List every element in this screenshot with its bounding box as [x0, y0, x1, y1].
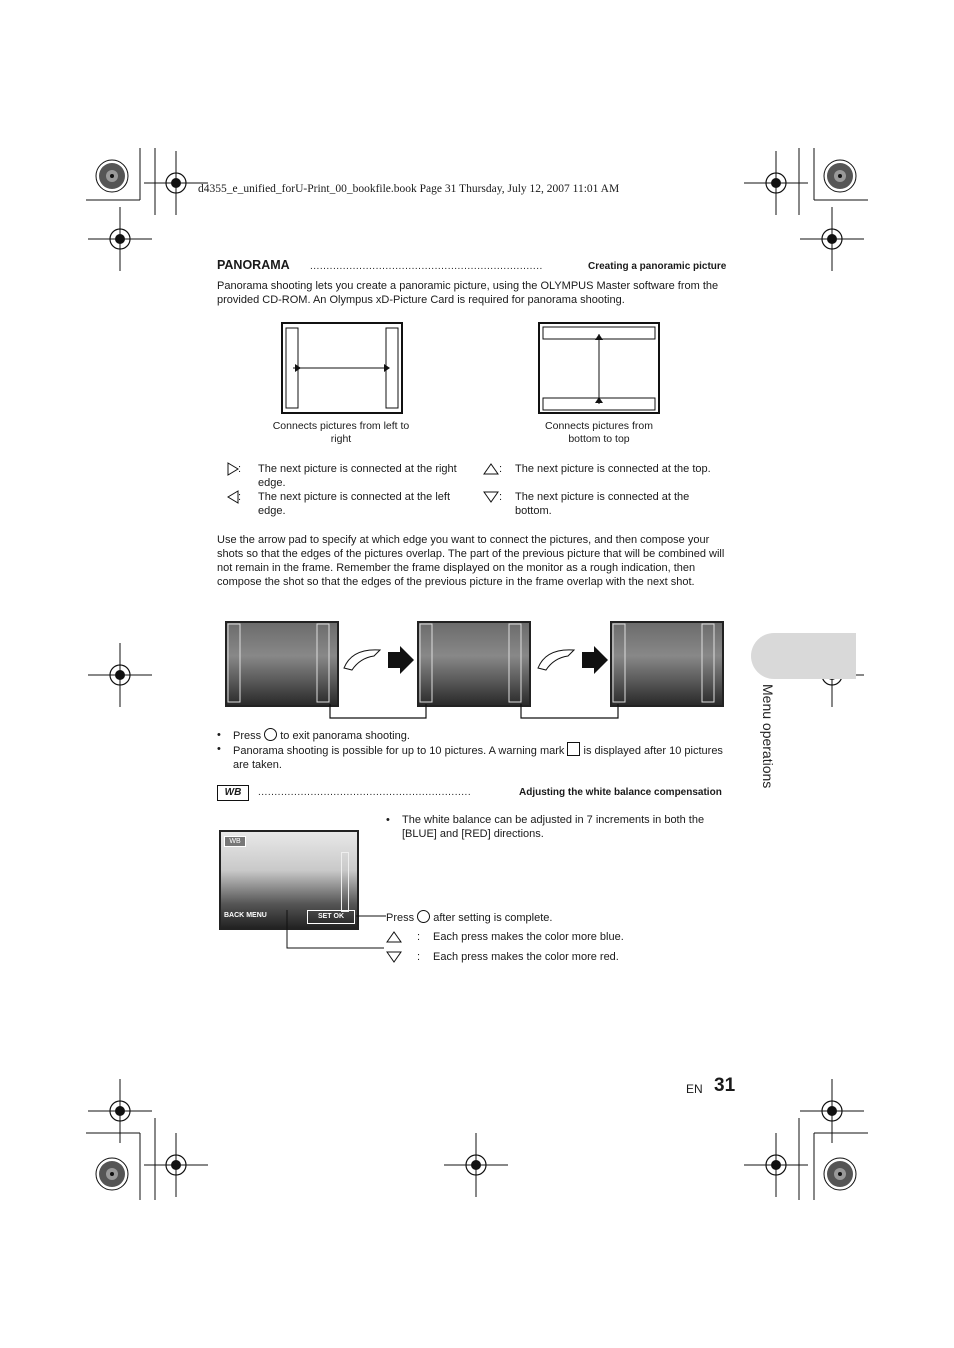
- ok-button-icon: [264, 728, 277, 741]
- left-direction-text: The next picture is connected at the left edge.: [258, 491, 451, 517]
- panorama-sequence-overlay: [220, 616, 760, 726]
- wb-leader-dots: .................................................................: [258, 787, 472, 798]
- panorama-leader-dots: .......................................................................: [310, 261, 543, 272]
- right-direction-text: The next picture is connected at the right edge.: [258, 463, 457, 489]
- print-file-header: d4355_e_unified_forU-Print_00_bookfile.book Page 31 Thursday, July 12, 2007 11:01 AM: [198, 183, 620, 195]
- wb-screen-badge: WB: [224, 836, 246, 847]
- section-tab: [751, 633, 856, 679]
- down-arrow-icon: [483, 490, 499, 504]
- wb-badge-icon: WB: [217, 785, 249, 801]
- wb-subtitle: Adjusting the white balance compensation: [519, 787, 722, 798]
- down-arrow-icon: [386, 950, 402, 964]
- panorama-subtitle: Creating a panoramic picture: [588, 261, 727, 272]
- wb-press-ok: Press after setting is complete.: [386, 912, 553, 924]
- warning-hand-icon: [567, 742, 580, 756]
- wb-down-text: Each press makes the color more red.: [433, 951, 619, 963]
- panorama-title: PANORAMA: [217, 258, 290, 272]
- ok-button-icon: [417, 910, 430, 923]
- up-arrow-icon: [386, 930, 402, 944]
- wb-screen-back-label: BACK MENU: [224, 912, 267, 919]
- wb-up-colon: :: [417, 931, 421, 943]
- page-number: 31: [714, 1075, 736, 1096]
- caption-bottom-to-top: Connects pictures from bottom to top: [545, 420, 653, 445]
- wb-screen-set-label: SET OK: [307, 910, 355, 924]
- frame-left-to-right-diagram: [281, 322, 405, 416]
- wb-up-text: Each press makes the color more blue.: [433, 931, 624, 943]
- wb-level-scale: [341, 852, 349, 912]
- frame-bottom-to-top-diagram: [538, 322, 662, 416]
- panorama-intro: Panorama shooting lets you create a panoramic picture, using the OLYMPUS Master software from the provided CD-ROM. An Olympus xD-Picture Card is required for panorama shooting.: [217, 280, 719, 306]
- down-direction-colon: :: [499, 491, 503, 503]
- up-arrow-icon: [483, 462, 499, 476]
- section-tab-label: Menu operations: [760, 684, 776, 789]
- footer-lang: EN: [686, 1082, 703, 1096]
- up-direction-text: The next picture is connected at the top.: [515, 463, 711, 475]
- right-direction-colon: :: [238, 463, 242, 475]
- wb-callout-lines: [282, 905, 392, 955]
- wb-down-colon: :: [417, 951, 421, 963]
- left-direction-colon: :: [238, 491, 242, 503]
- down-direction-text: The next picture is connected at the bottom.: [515, 491, 690, 517]
- panorama-body: Use the arrow pad to specify at which edge you want to connect the pictures, and then compose your shots so that the edges of the pictures overlap. The part of the previous picture that will be combined will not remain in the frame. Remember the frame displayed on the monitor as a rough indication, then compose the shot so that the edges of the previous picture in the frame overlap with the next shot.: [217, 534, 725, 588]
- caption-left-to-right: Connects pictures from left to right: [272, 420, 410, 445]
- up-direction-colon: :: [499, 463, 503, 475]
